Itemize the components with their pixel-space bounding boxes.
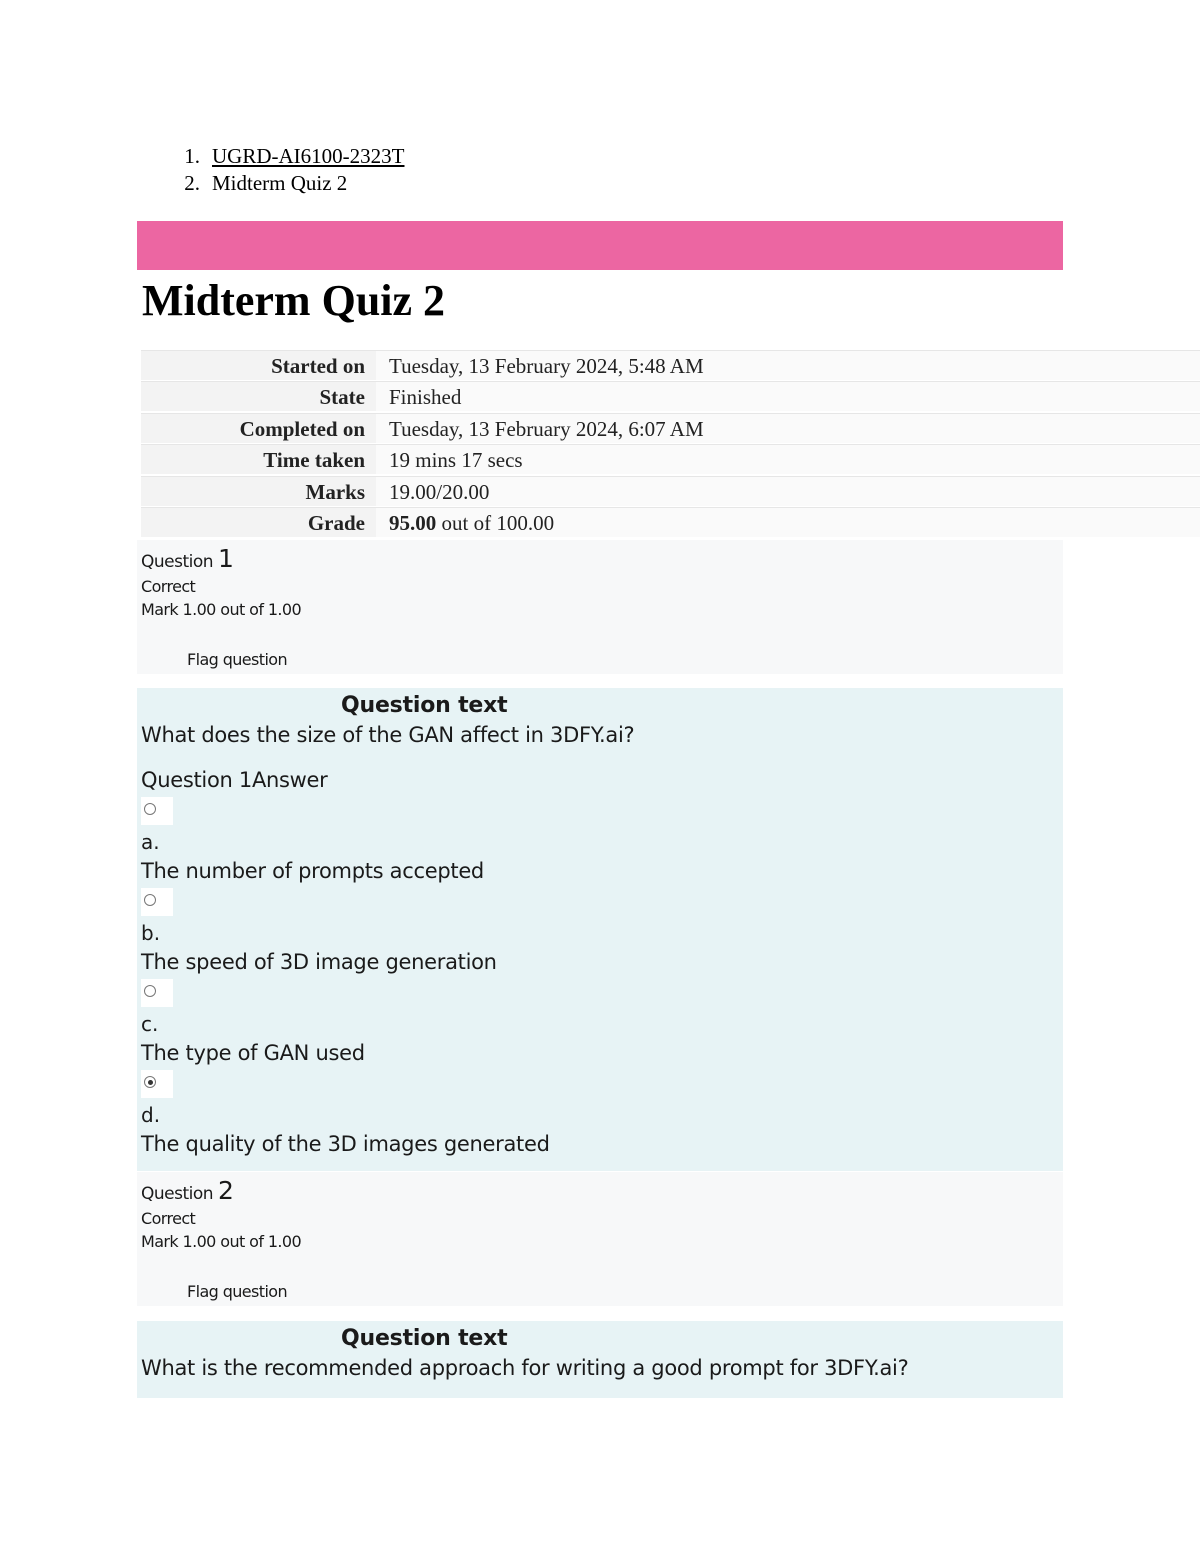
question-number: Question 2 — [141, 1176, 234, 1205]
summary-row-completed — [141, 413, 1200, 443]
option-letter: a. — [141, 830, 160, 854]
question-text-heading: Question text — [341, 693, 508, 718]
summary-value — [376, 508, 1200, 537]
answer-label: Question 1Answer — [141, 768, 328, 792]
answer-option-c — [141, 979, 1063, 1067]
radio-button-d-selected[interactable] — [141, 1070, 173, 1098]
summary-value: Tuesday, 13 February 2024, 6:07 AM — [376, 414, 1200, 443]
grade-out-of: out of 100.00 — [436, 510, 555, 535]
question-number: Question 1 — [141, 544, 234, 573]
breadcrumb-current: Midterm Quiz 2 — [212, 171, 348, 195]
summary-row-started — [141, 350, 1200, 380]
option-letter: b. — [141, 921, 161, 945]
header-banner — [137, 221, 1063, 270]
option-text: The speed of 3D image generation — [141, 950, 497, 974]
page-title: Midterm Quiz 2 — [142, 276, 446, 325]
flag-question-link[interactable]: Flag question — [187, 1282, 288, 1301]
attempt-summary-table — [141, 350, 1200, 537]
question-mark: Mark 1.00 out of 1.00 — [141, 600, 302, 619]
summary-row-grade — [141, 507, 1200, 537]
summary-row-time-taken — [141, 444, 1200, 474]
summary-row-state — [141, 381, 1200, 411]
breadcrumb-item-course[interactable]: 1. UGRD-AI6100-2323T — [184, 144, 405, 168]
option-letter: d. — [141, 1103, 161, 1127]
grade-score: 95.00 — [389, 510, 437, 535]
question-text: What does the size of the GAN affect in 3DFY.ai? — [141, 723, 635, 747]
summary-value: Tuesday, 13 February 2024, 5:48 AM — [376, 351, 1200, 380]
question-text: What is the recommended approach for writing a good prompt for 3DFY.ai? — [141, 1356, 909, 1380]
breadcrumb — [184, 143, 405, 197]
summary-label: Grade — [141, 508, 376, 537]
summary-label: State — [141, 382, 376, 411]
radio-button-c[interactable] — [141, 979, 173, 1007]
summary-label: Completed on — [141, 414, 376, 443]
summary-value: 19.00/20.00 — [376, 477, 1200, 506]
breadcrumb-item-quiz: 2. Midterm Quiz 2 — [184, 171, 348, 195]
question-2-content — [137, 1321, 1063, 1398]
question-2-info — [137, 1172, 1063, 1306]
answer-option-a — [141, 797, 1063, 885]
question-1-info — [137, 540, 1063, 674]
option-text: The quality of the 3D images generated — [141, 1132, 550, 1156]
summary-label: Started on — [141, 351, 376, 380]
summary-value: 19 mins 17 secs — [376, 445, 1200, 474]
question-1-content — [137, 688, 1063, 1171]
summary-label: Time taken — [141, 445, 376, 474]
question-mark: Mark 1.00 out of 1.00 — [141, 1232, 302, 1251]
question-status: Correct — [141, 577, 196, 596]
answer-option-b — [141, 888, 1063, 976]
option-text: The type of GAN used — [141, 1041, 365, 1065]
question-text-heading: Question text — [341, 1326, 508, 1351]
breadcrumb-link-course[interactable]: UGRD-AI6100-2323T — [212, 144, 405, 168]
summary-value: Finished — [376, 382, 1200, 411]
answer-option-d — [141, 1070, 1063, 1158]
question-status: Correct — [141, 1209, 196, 1228]
radio-button-a[interactable] — [141, 797, 173, 825]
option-letter: c. — [141, 1012, 159, 1036]
flag-question-link[interactable]: Flag question — [187, 650, 288, 669]
summary-label: Marks — [141, 477, 376, 506]
option-text: The number of prompts accepted — [141, 859, 484, 883]
radio-button-b[interactable] — [141, 888, 173, 916]
summary-row-marks — [141, 476, 1200, 506]
